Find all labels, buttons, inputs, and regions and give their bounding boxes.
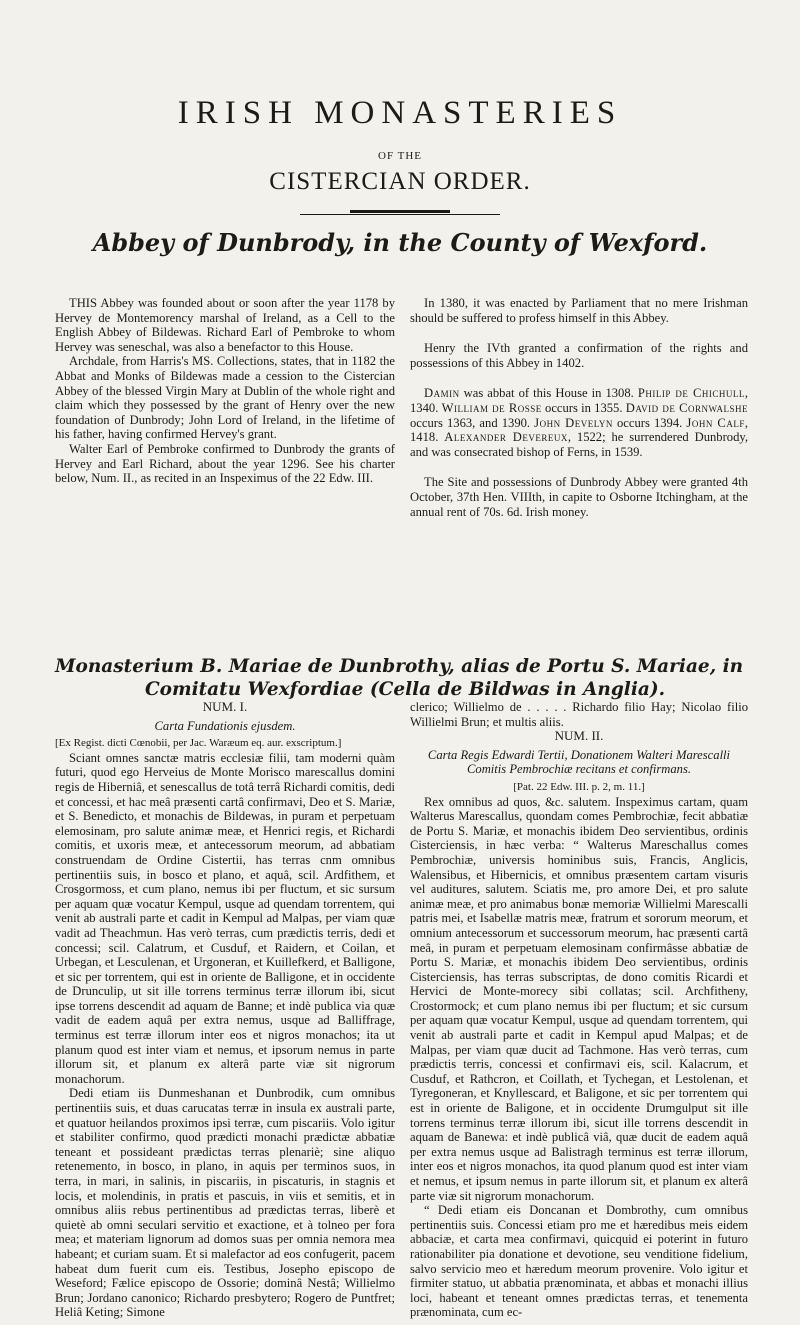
abbat-name: John Develyn xyxy=(534,415,613,430)
charter-paragraph: Dedi etiam iis Dunmeshanan et Dunbrodik, cum omnibus pertinentiis suis, et duas carucatas terræ in insula ex australi parte, et quatuor heilandos proximos ipsi terræ, cum piscariis. Volo igitur et stabiliter confirmo, quod prædicti monachi prædictæ abbatiæ teneant et possideant prædictas terras plenariè; sine aliquo retenemento, in bosco, in plano, in aquis per terminos suos, in terra, in mari, in salinis, in piscariis, in piscaturis, in stagnis et locis, et molendinis, in pratis et pascuis, in viis et semitis, et in omnibus aliis rebus pertinentibus ad prædictas terras, liberè et quietè ab omni seculari servitio et exactione, et à tolneo per fora mea; et materiam lignorum ad domos suas per omnia nemora mea habeant; et curiam suam. Et si malefactor ad eos confugerit, pacem habeat dum fuerit cum eis. Testibus, Josepho episcopo de Weseford; Fælice episcopo de Ossorie; dominâ Nestâ; Willielmo Brun; Jordano canonico; Richardo presbytero; Rogero de Puntfret; Heliâ Keting; Simone xyxy=(55,1086,395,1320)
num-heading: NUM. I. xyxy=(202,699,248,714)
title-rule-thick xyxy=(350,210,450,213)
page-title: IRISH MONASTERIES xyxy=(177,95,623,131)
charter-right-column xyxy=(410,700,748,1320)
abbat-name: John Calf xyxy=(686,415,745,430)
abbat-name: Alexander Devereux xyxy=(444,430,568,445)
abbat-name: David de Cornwalshe xyxy=(625,400,748,415)
intro-left-column xyxy=(55,296,395,486)
abbey-title: Abbey of Dunbrody, in the County of Wexford. xyxy=(92,228,708,257)
charter-source: [Ex Regist. dicti Cœnobii, per Jac. Waræum eq. aur. exscriptum.] xyxy=(55,737,342,750)
abbat-name: Damin xyxy=(424,386,460,401)
monasterium-heading xyxy=(55,655,755,701)
order-title: CISTERCIAN ORDER. xyxy=(269,168,531,195)
title-rule-thin xyxy=(300,214,500,215)
abbat-name: Philip de Chichull xyxy=(637,386,745,401)
intro-right-column xyxy=(410,296,748,535)
charter-paragraph: Sciant omnes sanctæ matris ecclesiæ filii, tam moderni quàm futuri, quod ego Herveius de Monte Morisco marescallus domini regis de Hiberniâ, et senescallus de totâ terrâ Richardi comitis, dedi et concessi, et hac meâ præsenti cartâ confirmavi, Deo et S. Mariæ, et S. Benedicto, et monachis de Bildewas, in puram et perpetuam elemosinam, pro salute animæ meæ, et Henrici regis, et Richardi comitis, et uxoris meæ, et antecessorum meorum, ad abbatiam construendam de Ordine Cistertii, has terras cnm omnibus pertinentiis suis, in bosco et plano, et aquâ, scil. Ardfithem, et Crosgormoss, et cum plano, nemus ibi per fluctum, et sic sursum per aquam quæ vocatur Kempul, usque ad quendam torrentem, qui venit ab australi parte et cadit in Kempul ad Malpas, per viam quæ vadit ad Theachmun. Has verò terras, cum prædictis terris, dedi et concessi; scil. Calatrum, et Cusduf, et Raidern, et Coilan, et Urbegan, et Lesculenan, et Urgoneran, et Kuillefkerd, et Balligone, et sic per torrentem, qui est in oriente de Balligone, et in occidente de Drunculip, ut sit ille torrens terminus terræ illorum ibi, sicut ipse torrens descendit ad aquam de Banne; et indè publica via quæ vadit de eadem aquâ per extra nemus, usque ad Balliffrage, terminus est terræ illorum inter eos et nigros monachos; ita ut planum quod est inter viam et nemus, et ipsorum nemus in parte illorum sit, et planum ex alterâ parte viæ sit nigrorum monachorum. xyxy=(55,750,395,1086)
intro-paragraph: Archdale, from Harris's MS. Collections, states, that in 1182 the Abbat and Monks of Bildewas made a cession to the Cistercian Abbey of the blessed Virgin Mary at Dublin of the whole right and claim which they possessed by the grant of Henry over the new foundation of Dunbrody; John Lord of Ireland, in the lifetime of his father, having confirmed Hervey's grant. xyxy=(55,354,395,442)
monasterium-heading-line-2: Comitatu Wexfordiae (Cella de Bildwas in Anglia). xyxy=(144,679,666,700)
intro-paragraph: In 1380, it was enacted by Parliament that no mere Irishman should be suffered to profess himself in this Abbey. xyxy=(410,296,748,325)
charter-title: Carta Fundationis ejusdem. xyxy=(154,718,296,733)
title-of-the: OF THE xyxy=(378,150,422,162)
charter-paragraph: “ Dedi etiam eis Doncanan et Dombrothy, cum omnibus pertinentiis suis. Concessi etiam pro me et hæredibus meis eidem abbaciæ, et carta mea confirmavi, quicquid ei poterint in futuro rationabiliter pia donatione et devotione, seu venditione fidelium, salvo servicio meo et hæredum meorum provenire. Volo igitur et firmiter statuo, ut abbatia prænominata, et abbas et monachi illius loci, habeant et teneant omnes prædictas terras, et tenementa prænominata, cum ec- xyxy=(410,1203,748,1320)
charter-paragraph: Rex omnibus ad quos, &c. salutem. Inspeximus cartam, quam Walterus Marescallus, quondam comes Pembrochiæ, fecit abbatiæ de Portu S. Mariæ, et monachis ibidem Deo servientibus, ordinis Cisterciensis, in hæc verba: “ Walterus Mareschallus comes Pembrochiæ, universis hominibus suis, Francis, Anglicis, Walensibus, et Hibernicis, et omnibus præsentem cartam visuris vel auditures, salutem. Sciatis me, pro amore Dei, et pro salute animæ meæ, et pro animabus bonæ memoriæ Willielmi Marescalli patris mei, et Isabellæ matris meæ, fratrum et sororum meorum, et omnium antecessorum et successorum meorum, hac præsenti cartâ meâ, in puram et perpetuam elemosinam confirmâsse abbatiæ de Portu S. Mariæ, et monachis ibidem Deo servientibus, ordinis Cisterciensis, has terras subscriptas, de dono comitis Ricardi et Hervici de Monte-morecy sibi collatas; scil. Archfitheny, Crostormock; et cum plano nemus ibi per fluctum; et sic cursum per aquam quæ vocatur Kempul, usque ad quendam torrentem, qui venit ab australi parte et cadit in Kempul apud Malpas; et de Malpas, per viam quæ ducit ad Tachmone. Has verò terras, cum prædictis terris, concessi et confirmavi eis, scil. Kalacrum, et Cusduf, et Rathcron, et Coillath, et Tychegan, et Lestolenan, et Tyregoneran, et Knyllescard, et Baligone, et sic per torrentem qui est in oriente de Baligone, et in occidente Drumgulput sit ille torrens terminus terræ illorum ibi, sicut ille torrens descendit in aquam de Banewa: et indè publicâ viâ, quæ ducit de eadem aquâ per extra nemus usque ad Balistragh terminus est terræ illorum, inter eos et nigros monachos, ita quod planum quod est inter viam et nemus, et ipsum nemus in parte illorum sit, et planum ex alterâ parte viæ sit nigrorum monachorum. xyxy=(410,794,748,1203)
intro-paragraph: Henry the IVth granted a confirmation of the rights and possessions of this Abbey in 1402. xyxy=(410,341,748,370)
intro-paragraph: THIS Abbey was founded about or soon after the year 1178 by Hervey de Montemorency marshal of Ireland, as a Cell to the English Abbey of Bildewas. Richard Earl of Pembroke to whom Hervey was seneschal, was also a benefactor to this House. xyxy=(55,296,395,354)
abbat-name: William de Rosse xyxy=(441,400,542,415)
charter-source: [Pat. 22 Edw. III. p. 2, m. 11.] xyxy=(513,780,645,793)
num-heading: NUM. II. xyxy=(554,728,604,744)
monasterium-heading-line-1: Monasterium B. Mariae de Dunbrothy, alias de Portu S. Mariae, in xyxy=(55,656,744,677)
charter-continuation: clerico; Willielmo de . . . . . Richardo filio Hay; Nicolao filio Willielmi Brun; et multis aliis. xyxy=(410,700,748,729)
intro-paragraph: Walter Earl of Pembroke confirmed to Dunbrody the grants of Hervey and Earl Richard, about the year 1296. See his charter below, Num. II., as recited in an Inspeximus of the 22 Edw. III. xyxy=(55,441,395,486)
charter-left-column xyxy=(55,700,395,1320)
charter-title: Carta Regis Edwardi Tertii, Donationem Walteri Marescalli Comitis Pembrochiæ recitans et confirmans. xyxy=(427,747,731,777)
abbats-paragraph: Damin was abbat of this House in 1308. Philip de Chichull, 1340. William de Rosse occurs in 1355. David de Cornwalshe occurs 1363, and 1390. John Develyn occurs 1394. John Calf, 1418. Alexander Devereux, 1522; he surrendered Dunbrody, and was consecrated bishop of Ferns, in 1539. xyxy=(410,386,749,459)
intro-paragraph: The Site and possessions of Dunbrody Abbey were granted 4th October, 37th Hen. VIIIth, in capite to Osborne Itchingham, at the annual rent of 70s. 6d. Irish money. xyxy=(410,475,748,519)
